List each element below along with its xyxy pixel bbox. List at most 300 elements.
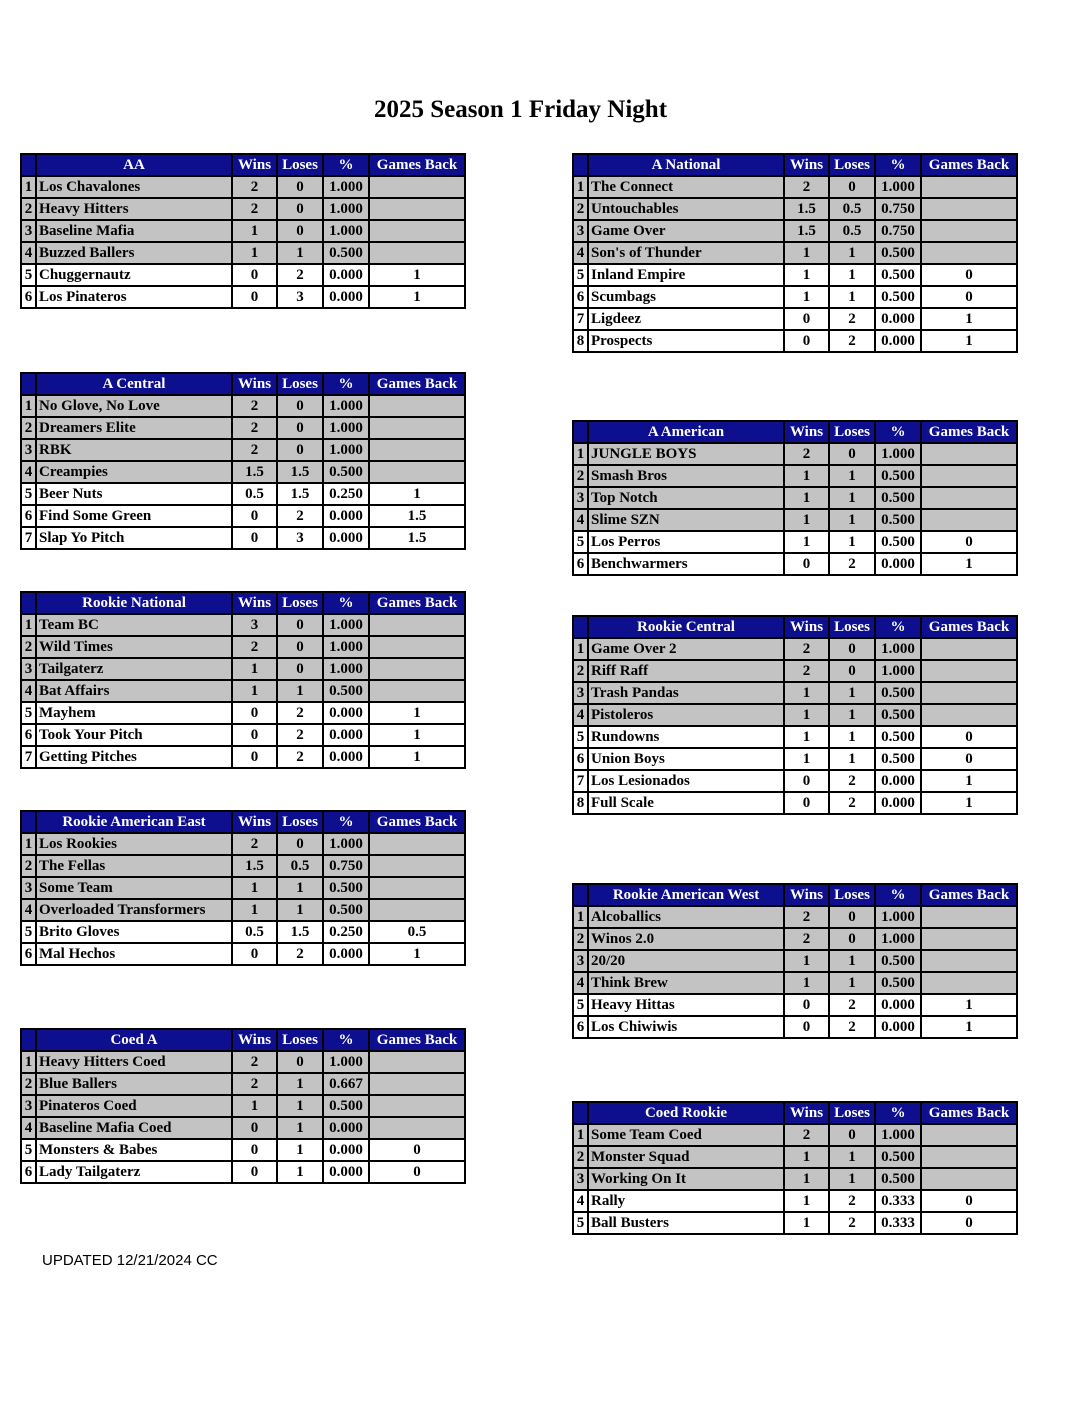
percent-cell: 1.000 bbox=[323, 658, 369, 680]
loses-cell: 2 bbox=[277, 505, 323, 527]
wins-cell: 1 bbox=[784, 1146, 829, 1168]
games-back-cell: 1 bbox=[369, 483, 465, 505]
loses-cell: 3 bbox=[277, 286, 323, 308]
rank-cell: 1 bbox=[21, 614, 36, 636]
percent-cell: 0.500 bbox=[323, 680, 369, 702]
rank-cell: 2 bbox=[573, 928, 588, 950]
team-name: Rundowns bbox=[588, 726, 784, 748]
header-wins: Wins bbox=[232, 811, 277, 833]
rank-cell: 5 bbox=[573, 1212, 588, 1234]
loses-cell: 1 bbox=[829, 264, 875, 286]
rank-cell: 5 bbox=[573, 264, 588, 286]
team-name: Ligdeez bbox=[588, 308, 784, 330]
games-back-cell bbox=[369, 395, 465, 417]
table-row bbox=[21, 1139, 465, 1161]
loses-cell: 1.5 bbox=[277, 483, 323, 505]
percent-cell: 1.000 bbox=[323, 395, 369, 417]
table-row bbox=[573, 1190, 1017, 1212]
wins-cell: 0 bbox=[232, 1117, 277, 1139]
header-loses: Loses bbox=[829, 884, 875, 906]
percent-cell: 1.000 bbox=[875, 638, 921, 660]
wins-cell: 1 bbox=[232, 899, 277, 921]
table-row bbox=[573, 242, 1017, 264]
table-row bbox=[573, 906, 1017, 928]
header-games-back: Games Back bbox=[369, 1029, 465, 1051]
header-loses: Loses bbox=[829, 154, 875, 176]
header-games-back: Games Back bbox=[369, 592, 465, 614]
header-wins: Wins bbox=[232, 592, 277, 614]
team-name: Smash Bros bbox=[588, 465, 784, 487]
games-back-cell bbox=[921, 220, 1017, 242]
page-title: 2025 Season 1 Friday Night bbox=[373, 96, 668, 123]
table-row bbox=[573, 972, 1017, 994]
games-back-cell bbox=[369, 1073, 465, 1095]
loses-cell: 2 bbox=[829, 1016, 875, 1038]
wins-cell: 1 bbox=[232, 220, 277, 242]
games-back-cell bbox=[921, 198, 1017, 220]
percent-cell: 0.750 bbox=[323, 855, 369, 877]
rank-cell: 5 bbox=[21, 921, 36, 943]
games-back-cell bbox=[921, 176, 1017, 198]
table-row bbox=[573, 1016, 1017, 1038]
header-rank-cell bbox=[21, 811, 36, 833]
header-rank-cell bbox=[21, 1029, 36, 1051]
loses-cell: 1.5 bbox=[277, 461, 323, 483]
table-row bbox=[573, 553, 1017, 575]
games-back-cell bbox=[369, 680, 465, 702]
division-table bbox=[572, 153, 1018, 353]
wins-cell: 0 bbox=[232, 505, 277, 527]
games-back-cell: 1.5 bbox=[369, 505, 465, 527]
team-name: Scumbags bbox=[588, 286, 784, 308]
header-wins: Wins bbox=[784, 421, 829, 443]
header-games-back: Games Back bbox=[369, 811, 465, 833]
loses-cell: 0.5 bbox=[277, 855, 323, 877]
percent-cell: 0.000 bbox=[875, 994, 921, 1016]
team-name: Dreamers Elite bbox=[36, 417, 232, 439]
rank-cell: 6 bbox=[21, 724, 36, 746]
team-name: Buzzed Ballers bbox=[36, 242, 232, 264]
loses-cell: 0 bbox=[277, 176, 323, 198]
percent-cell: 1.000 bbox=[323, 1051, 369, 1073]
games-back-cell bbox=[921, 682, 1017, 704]
header-games-back: Games Back bbox=[921, 154, 1017, 176]
wins-cell: 3 bbox=[232, 614, 277, 636]
percent-cell: 0.000 bbox=[323, 702, 369, 724]
team-name: Son's of Thunder bbox=[588, 242, 784, 264]
loses-cell: 0 bbox=[829, 443, 875, 465]
percent-cell: 0.500 bbox=[323, 461, 369, 483]
loses-cell: 2 bbox=[277, 724, 323, 746]
team-name: Pinateros Coed bbox=[36, 1095, 232, 1117]
loses-cell: 2 bbox=[829, 994, 875, 1016]
loses-cell: 2 bbox=[277, 264, 323, 286]
percent-cell: 0.500 bbox=[875, 531, 921, 553]
wins-cell: 1.5 bbox=[232, 461, 277, 483]
percent-cell: 1.000 bbox=[323, 636, 369, 658]
loses-cell: 2 bbox=[277, 746, 323, 768]
team-name: Rally bbox=[588, 1190, 784, 1212]
table-row bbox=[573, 726, 1017, 748]
division-name: A National bbox=[588, 154, 784, 176]
percent-cell: 1.000 bbox=[323, 220, 369, 242]
division-name: A American bbox=[588, 421, 784, 443]
team-name: Ball Busters bbox=[588, 1212, 784, 1234]
header-rank-cell bbox=[21, 154, 36, 176]
wins-cell: 0 bbox=[784, 553, 829, 575]
table-row bbox=[573, 509, 1017, 531]
loses-cell: 1 bbox=[829, 748, 875, 770]
wins-cell: 0.5 bbox=[232, 921, 277, 943]
team-name: Pistoleros bbox=[588, 704, 784, 726]
wins-cell: 2 bbox=[784, 176, 829, 198]
rank-cell: 3 bbox=[573, 1168, 588, 1190]
wins-cell: 0 bbox=[784, 994, 829, 1016]
games-back-cell bbox=[369, 833, 465, 855]
games-back-cell: 0.5 bbox=[369, 921, 465, 943]
team-name: Took Your Pitch bbox=[36, 724, 232, 746]
games-back-cell bbox=[921, 443, 1017, 465]
wins-cell: 0 bbox=[784, 792, 829, 814]
loses-cell: 1 bbox=[277, 1117, 323, 1139]
header-wins: Wins bbox=[784, 1102, 829, 1124]
header-percent: % bbox=[875, 154, 921, 176]
header-percent: % bbox=[323, 373, 369, 395]
percent-cell: 0.500 bbox=[875, 465, 921, 487]
loses-cell: 2 bbox=[829, 553, 875, 575]
percent-cell: 1.000 bbox=[323, 439, 369, 461]
division-name: Rookie American West bbox=[588, 884, 784, 906]
division-table bbox=[20, 1028, 466, 1184]
table-row bbox=[21, 286, 465, 308]
percent-cell: 0.500 bbox=[875, 726, 921, 748]
loses-cell: 1 bbox=[829, 531, 875, 553]
rank-cell: 6 bbox=[573, 286, 588, 308]
header-wins: Wins bbox=[784, 154, 829, 176]
table-row bbox=[21, 614, 465, 636]
rank-cell: 2 bbox=[573, 1146, 588, 1168]
games-back-cell bbox=[921, 704, 1017, 726]
team-name: Alcoballics bbox=[588, 906, 784, 928]
loses-cell: 1 bbox=[829, 950, 875, 972]
table-row bbox=[21, 1073, 465, 1095]
games-back-cell: 1 bbox=[921, 770, 1017, 792]
rank-cell: 7 bbox=[573, 770, 588, 792]
wins-cell: 2 bbox=[232, 1051, 277, 1073]
games-back-cell bbox=[369, 439, 465, 461]
loses-cell: 2 bbox=[829, 330, 875, 352]
loses-cell: 1 bbox=[277, 1095, 323, 1117]
loses-cell: 0 bbox=[829, 1124, 875, 1146]
rank-cell: 3 bbox=[21, 1095, 36, 1117]
wins-cell: 1 bbox=[784, 531, 829, 553]
games-back-cell: 0 bbox=[921, 1212, 1017, 1234]
team-name: JUNGLE BOYS bbox=[588, 443, 784, 465]
percent-cell: 0.250 bbox=[323, 483, 369, 505]
percent-cell: 1.000 bbox=[875, 928, 921, 950]
header-loses: Loses bbox=[829, 1102, 875, 1124]
games-back-cell bbox=[369, 614, 465, 636]
games-back-cell bbox=[369, 1095, 465, 1117]
team-name: Brito Gloves bbox=[36, 921, 232, 943]
rank-cell: 2 bbox=[21, 417, 36, 439]
percent-cell: 0.750 bbox=[875, 220, 921, 242]
division-name: AA bbox=[36, 154, 232, 176]
division-table bbox=[20, 372, 466, 550]
table-row bbox=[21, 439, 465, 461]
table-row bbox=[21, 702, 465, 724]
team-name: Lady Tailgaterz bbox=[36, 1161, 232, 1183]
games-back-cell: 0 bbox=[921, 748, 1017, 770]
table-row bbox=[573, 286, 1017, 308]
loses-cell: 1.5 bbox=[277, 921, 323, 943]
games-back-cell bbox=[369, 417, 465, 439]
loses-cell: 0 bbox=[277, 198, 323, 220]
loses-cell: 1 bbox=[829, 509, 875, 531]
wins-cell: 0 bbox=[784, 770, 829, 792]
table-row bbox=[573, 682, 1017, 704]
rank-cell: 5 bbox=[573, 531, 588, 553]
team-name: Los Chavalones bbox=[36, 176, 232, 198]
table-row bbox=[573, 443, 1017, 465]
wins-cell: 1 bbox=[784, 682, 829, 704]
table-row bbox=[573, 308, 1017, 330]
team-name: Wild Times bbox=[36, 636, 232, 658]
team-name: Think Brew bbox=[588, 972, 784, 994]
wins-cell: 1.5 bbox=[784, 198, 829, 220]
games-back-cell: 0 bbox=[921, 1190, 1017, 1212]
games-back-cell bbox=[369, 658, 465, 680]
percent-cell: 0.000 bbox=[875, 330, 921, 352]
team-name: Monster Squad bbox=[588, 1146, 784, 1168]
table-row bbox=[573, 792, 1017, 814]
percent-cell: 0.500 bbox=[875, 972, 921, 994]
wins-cell: 1.5 bbox=[784, 220, 829, 242]
loses-cell: 0 bbox=[277, 395, 323, 417]
loses-cell: 1 bbox=[829, 972, 875, 994]
team-name: Some Team bbox=[36, 877, 232, 899]
percent-cell: 0.000 bbox=[323, 505, 369, 527]
percent-cell: 0.000 bbox=[323, 527, 369, 549]
percent-cell: 0.500 bbox=[875, 286, 921, 308]
team-name: Heavy Hitters Coed bbox=[36, 1051, 232, 1073]
rank-cell: 4 bbox=[573, 1190, 588, 1212]
table-row bbox=[21, 483, 465, 505]
percent-cell: 0.250 bbox=[323, 921, 369, 943]
loses-cell: 1 bbox=[829, 1146, 875, 1168]
team-name: Game Over bbox=[588, 220, 784, 242]
team-name: Tailgaterz bbox=[36, 658, 232, 680]
table-row bbox=[573, 994, 1017, 1016]
percent-cell: 0.333 bbox=[875, 1212, 921, 1234]
percent-cell: 0.000 bbox=[875, 770, 921, 792]
wins-cell: 1 bbox=[784, 465, 829, 487]
games-back-cell bbox=[921, 242, 1017, 264]
rank-cell: 1 bbox=[573, 1124, 588, 1146]
division-table bbox=[572, 420, 1018, 576]
team-name: Los Lesionados bbox=[588, 770, 784, 792]
team-name: No Glove, No Love bbox=[36, 395, 232, 417]
percent-cell: 1.000 bbox=[323, 176, 369, 198]
rank-cell: 3 bbox=[573, 487, 588, 509]
rank-cell: 3 bbox=[21, 658, 36, 680]
loses-cell: 1 bbox=[829, 704, 875, 726]
games-back-cell bbox=[921, 487, 1017, 509]
wins-cell: 2 bbox=[232, 176, 277, 198]
table-row bbox=[21, 943, 465, 965]
loses-cell: 1 bbox=[829, 465, 875, 487]
table-row bbox=[573, 330, 1017, 352]
wins-cell: 2 bbox=[784, 1124, 829, 1146]
games-back-cell bbox=[369, 1117, 465, 1139]
table-row bbox=[21, 833, 465, 855]
games-back-cell: 1.5 bbox=[369, 527, 465, 549]
rank-cell: 3 bbox=[573, 950, 588, 972]
wins-cell: 1 bbox=[784, 487, 829, 509]
table-row bbox=[573, 950, 1017, 972]
team-name: Game Over 2 bbox=[588, 638, 784, 660]
wins-cell: 1 bbox=[232, 242, 277, 264]
team-name: Los Chiwiwis bbox=[588, 1016, 784, 1038]
header-rank-cell bbox=[573, 421, 588, 443]
loses-cell: 1 bbox=[829, 242, 875, 264]
header-percent: % bbox=[323, 592, 369, 614]
rank-cell: 4 bbox=[21, 899, 36, 921]
loses-cell: 1 bbox=[829, 1168, 875, 1190]
team-name: Benchwarmers bbox=[588, 553, 784, 575]
loses-cell: 0 bbox=[829, 660, 875, 682]
rank-cell: 3 bbox=[573, 682, 588, 704]
rank-cell: 4 bbox=[573, 242, 588, 264]
rank-cell: 2 bbox=[21, 1073, 36, 1095]
rank-cell: 4 bbox=[573, 704, 588, 726]
rank-cell: 5 bbox=[21, 264, 36, 286]
loses-cell: 2 bbox=[829, 1190, 875, 1212]
loses-cell: 2 bbox=[829, 792, 875, 814]
team-name: Heavy Hittas bbox=[588, 994, 784, 1016]
team-name: Untouchables bbox=[588, 198, 784, 220]
games-back-cell: 1 bbox=[369, 943, 465, 965]
wins-cell: 1 bbox=[784, 1190, 829, 1212]
wins-cell: 1 bbox=[232, 680, 277, 702]
rank-cell: 7 bbox=[573, 308, 588, 330]
loses-cell: 1 bbox=[277, 242, 323, 264]
rank-cell: 4 bbox=[21, 680, 36, 702]
percent-cell: 0.333 bbox=[875, 1190, 921, 1212]
loses-cell: 1 bbox=[277, 1161, 323, 1183]
wins-cell: 0 bbox=[232, 702, 277, 724]
header-percent: % bbox=[875, 616, 921, 638]
games-back-cell bbox=[369, 855, 465, 877]
wins-cell: 1 bbox=[784, 509, 829, 531]
team-name: The Connect bbox=[588, 176, 784, 198]
wins-cell: 1 bbox=[784, 726, 829, 748]
table-row bbox=[573, 264, 1017, 286]
games-back-cell bbox=[921, 928, 1017, 950]
team-name: Los Rookies bbox=[36, 833, 232, 855]
games-back-cell: 1 bbox=[921, 330, 1017, 352]
team-name: Mayhem bbox=[36, 702, 232, 724]
division-name: Coed Rookie bbox=[588, 1102, 784, 1124]
rank-cell: 8 bbox=[573, 792, 588, 814]
wins-cell: 1 bbox=[232, 1095, 277, 1117]
table-row bbox=[21, 505, 465, 527]
rank-cell: 4 bbox=[21, 242, 36, 264]
table-row bbox=[21, 636, 465, 658]
loses-cell: 0 bbox=[277, 439, 323, 461]
division-name: Rookie American East bbox=[36, 811, 232, 833]
percent-cell: 1.000 bbox=[875, 660, 921, 682]
header-wins: Wins bbox=[232, 154, 277, 176]
percent-cell: 0.500 bbox=[875, 1168, 921, 1190]
rank-cell: 4 bbox=[573, 972, 588, 994]
games-back-cell bbox=[369, 242, 465, 264]
loses-cell: 0 bbox=[277, 417, 323, 439]
team-name: The Fellas bbox=[36, 855, 232, 877]
table-row bbox=[573, 531, 1017, 553]
rank-cell: 6 bbox=[573, 553, 588, 575]
wins-cell: 1 bbox=[784, 1168, 829, 1190]
games-back-cell: 1 bbox=[921, 553, 1017, 575]
loses-cell: 0 bbox=[277, 220, 323, 242]
table-row bbox=[21, 877, 465, 899]
table-row bbox=[21, 724, 465, 746]
loses-cell: 1 bbox=[277, 899, 323, 921]
games-back-cell bbox=[369, 220, 465, 242]
table-row bbox=[21, 855, 465, 877]
games-back-cell: 1 bbox=[369, 702, 465, 724]
wins-cell: 2 bbox=[232, 1073, 277, 1095]
wins-cell: 2 bbox=[232, 198, 277, 220]
rank-cell: 5 bbox=[573, 726, 588, 748]
table-row bbox=[573, 660, 1017, 682]
header-loses: Loses bbox=[829, 616, 875, 638]
rank-cell: 3 bbox=[573, 220, 588, 242]
rank-cell: 5 bbox=[21, 702, 36, 724]
percent-cell: 0.500 bbox=[875, 950, 921, 972]
team-name: Baseline Mafia Coed bbox=[36, 1117, 232, 1139]
percent-cell: 1.000 bbox=[323, 614, 369, 636]
percent-cell: 0.000 bbox=[323, 943, 369, 965]
table-row bbox=[21, 921, 465, 943]
table-row bbox=[21, 264, 465, 286]
loses-cell: 1 bbox=[277, 1073, 323, 1095]
games-back-cell bbox=[921, 465, 1017, 487]
percent-cell: 0.000 bbox=[323, 1117, 369, 1139]
team-name: Blue Ballers bbox=[36, 1073, 232, 1095]
rank-cell: 1 bbox=[573, 638, 588, 660]
division-name: Rookie National bbox=[36, 592, 232, 614]
wins-cell: 2 bbox=[232, 833, 277, 855]
table-row bbox=[573, 220, 1017, 242]
loses-cell: 0 bbox=[277, 614, 323, 636]
games-back-cell bbox=[921, 638, 1017, 660]
percent-cell: 1.000 bbox=[323, 198, 369, 220]
rank-cell: 3 bbox=[21, 439, 36, 461]
wins-cell: 2 bbox=[232, 417, 277, 439]
percent-cell: 1.000 bbox=[875, 176, 921, 198]
loses-cell: 1 bbox=[829, 487, 875, 509]
header-wins: Wins bbox=[232, 1029, 277, 1051]
team-name: Chuggernautz bbox=[36, 264, 232, 286]
header-wins: Wins bbox=[232, 373, 277, 395]
wins-cell: 1.5 bbox=[232, 855, 277, 877]
percent-cell: 0.750 bbox=[875, 198, 921, 220]
rank-cell: 2 bbox=[573, 660, 588, 682]
wins-cell: 0 bbox=[232, 527, 277, 549]
percent-cell: 1.000 bbox=[875, 906, 921, 928]
wins-cell: 2 bbox=[784, 660, 829, 682]
